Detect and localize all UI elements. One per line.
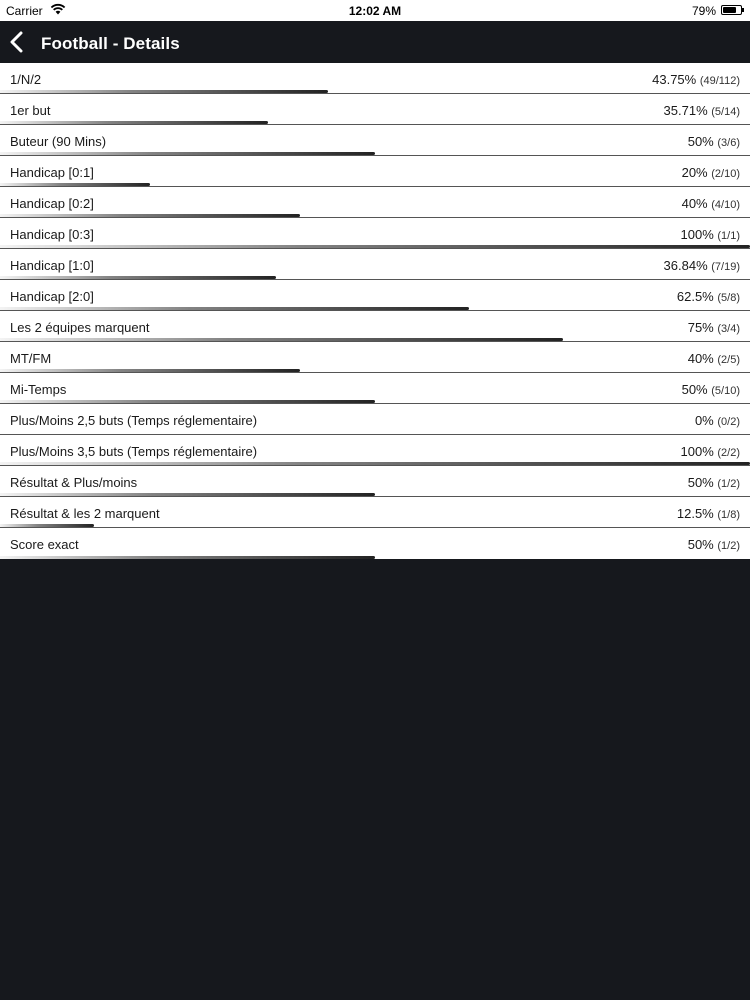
progress-bar (0, 307, 469, 310)
stat-percentage: 100% (680, 444, 714, 459)
stat-row[interactable] (0, 94, 750, 125)
stat-fraction: (0/2) (717, 416, 740, 428)
stat-label: Handicap [0:2] (10, 196, 94, 211)
stat-value (652, 72, 740, 87)
stat-fraction: (1/2) (717, 478, 740, 490)
stat-label: Handicap [2:0] (10, 289, 94, 304)
stat-value (677, 506, 740, 521)
stat-fraction: (5/14) (711, 106, 740, 118)
battery-icon (721, 5, 742, 15)
stat-value (688, 475, 740, 490)
progress-bar (0, 121, 268, 124)
progress-bar (0, 556, 375, 559)
progress-bar (0, 462, 750, 465)
stat-percentage: 35.71% (663, 103, 708, 118)
stat-fraction: (1/2) (717, 540, 740, 552)
stat-label: Plus/Moins 2,5 buts (Temps réglementaire) (10, 413, 258, 428)
stat-row[interactable] (0, 280, 750, 311)
stat-fraction: (1/8) (717, 509, 740, 521)
stat-percentage: 20% (681, 165, 708, 180)
stat-value (681, 227, 741, 242)
progress-bar (0, 493, 375, 496)
stat-value (688, 134, 740, 149)
stat-row[interactable] (0, 528, 750, 559)
stat-row[interactable] (0, 63, 750, 94)
stat-row[interactable] (0, 125, 750, 156)
progress-bar (0, 245, 750, 248)
progress-bar (0, 214, 300, 217)
stat-row[interactable] (0, 404, 750, 435)
stat-label: Résultat & Plus/moins (10, 475, 138, 490)
stat-row[interactable] (0, 156, 750, 187)
progress-bar (0, 90, 328, 93)
stat-value (682, 382, 740, 397)
progress-bar (0, 276, 276, 279)
stat-percentage: 36.84% (663, 258, 708, 273)
stat-value (677, 289, 740, 304)
stat-label: MT/FM (10, 351, 52, 366)
stat-value (688, 320, 740, 335)
stat-row[interactable] (0, 466, 750, 497)
stat-value (681, 444, 741, 459)
stat-value (664, 258, 740, 273)
stat-label: Mi-Temps (10, 382, 67, 397)
stat-label: Handicap [1:0] (10, 258, 94, 273)
stat-label: Score exact (10, 537, 79, 552)
stat-fraction: (49/112) (699, 75, 740, 87)
stat-row[interactable] (0, 311, 750, 342)
stat-fraction: (4/10) (711, 199, 740, 211)
stat-row[interactable] (0, 373, 750, 404)
stat-fraction: (3/4) (717, 323, 740, 335)
stat-label: Les 2 équipes marquent (10, 320, 150, 335)
stat-label: Résultat & les 2 marquent (10, 506, 160, 521)
stat-percentage: 0% (694, 413, 714, 428)
stat-fraction: (5/8) (717, 292, 740, 304)
clock: 12:02 AM (348, 4, 402, 18)
stat-value (682, 165, 740, 180)
progress-bar (0, 524, 94, 527)
status-bar (0, 0, 750, 21)
stat-percentage: 50% (687, 134, 714, 149)
progress-bar (0, 183, 150, 186)
stat-fraction: (5/10) (711, 385, 740, 397)
carrier-label: Carrier (6, 4, 43, 18)
stat-value (688, 537, 740, 552)
stat-percentage: 12.5% (676, 506, 714, 521)
stat-percentage: 50% (687, 475, 714, 490)
progress-bar (0, 400, 375, 403)
stat-fraction: (3/6) (717, 137, 740, 149)
chevron-left-icon[interactable] (8, 31, 26, 53)
stat-row[interactable] (0, 435, 750, 466)
stat-percentage: 43.75% (652, 72, 697, 87)
progress-bar (0, 152, 375, 155)
progress-bar (0, 369, 300, 372)
stat-percentage: 40% (687, 351, 714, 366)
stat-fraction: (1/1) (717, 230, 740, 242)
stat-label: Handicap [0:3] (10, 227, 94, 242)
progress-bar (0, 338, 563, 341)
stat-label: 1er but (10, 103, 51, 118)
stat-row[interactable] (0, 249, 750, 280)
stats-list (0, 63, 750, 559)
stat-percentage: 50% (687, 537, 714, 552)
stat-percentage: 62.5% (676, 289, 714, 304)
stat-value (664, 103, 740, 118)
stat-label: 1/N/2 (10, 72, 42, 87)
navigation-bar (0, 21, 750, 63)
stat-percentage: 50% (681, 382, 708, 397)
page-title: Football - Details (41, 34, 180, 53)
stat-row[interactable] (0, 218, 750, 249)
stat-label: Plus/Moins 3,5 buts (Temps réglementaire) (10, 444, 258, 459)
stat-value (682, 196, 740, 211)
stat-value (695, 413, 740, 428)
battery-percentage: 79% (691, 4, 716, 18)
stat-percentage: 100% (680, 227, 714, 242)
stat-percentage: 40% (681, 196, 708, 211)
stat-row[interactable] (0, 342, 750, 373)
stat-label: Handicap [0:1] (10, 165, 94, 180)
stat-row[interactable] (0, 497, 750, 528)
stat-row[interactable] (0, 187, 750, 218)
stat-value (688, 351, 740, 366)
stat-label: Buteur (90 Mins) (10, 134, 107, 149)
stat-fraction: (2/2) (717, 447, 740, 459)
stat-percentage: 75% (687, 320, 714, 335)
stat-fraction: (7/19) (711, 261, 740, 273)
stat-fraction: (2/5) (717, 354, 740, 366)
stat-fraction: (2/10) (711, 168, 740, 180)
